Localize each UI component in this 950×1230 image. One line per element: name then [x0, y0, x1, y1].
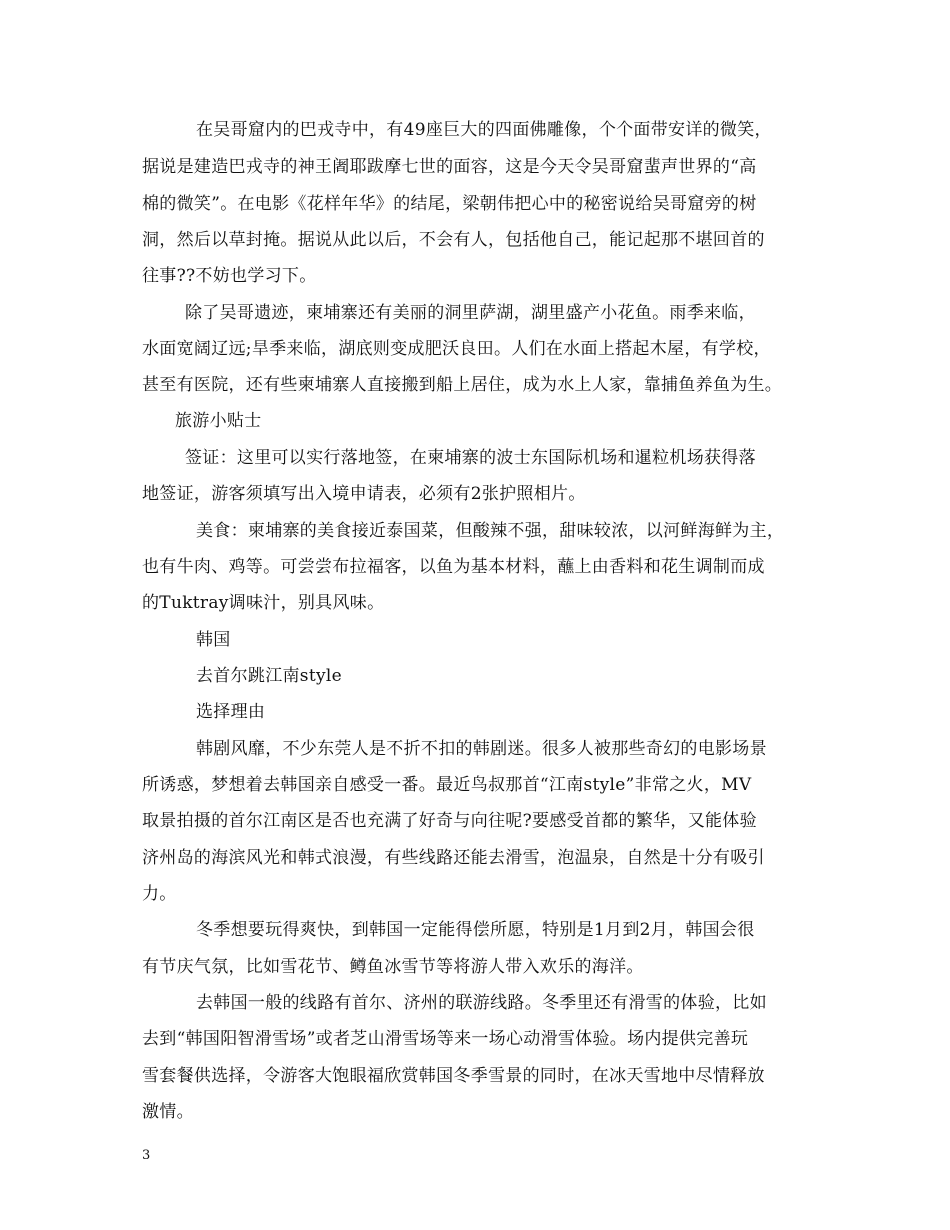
text-line: 所诱惑，梦想着去韩国亲自感受一番。最近鸟叔那首“江南style”非常之火，MV — [142, 775, 752, 795]
text-line: 除了吴哥遗迹，柬埔寨还有美丽的洞里萨湖，湖里盛产小花鱼。雨季来临， — [185, 303, 756, 323]
text-line: 地签证，游客须填写出入境申请表，必须有2张护照相片。 — [142, 484, 586, 504]
text-line: 雪套餐供选择，令游客大饱眼福欣赏韩国冬季雪景的同时，在冰天雪地中尽情释放 — [142, 1066, 765, 1086]
text-line: 有节庆气氛，比如雪花节、鳟鱼冰雪节等将游人带入欢乐的海洋。 — [142, 957, 644, 977]
text-line: 取景拍摄的首尔江南区是否也充满了好奇与向往呢?要感受首都的繁华，又能体验 — [142, 811, 757, 831]
text-line: 去到“韩国阳智滑雪场”或者芝山滑雪场等来一场心动滑雪体验。场内提供完善玩 — [142, 1029, 749, 1049]
text-line: 水面宽阔辽远;旱季来临，湖底则变成肥沃良田。人们在水面上搭起木屋，有学校， — [142, 339, 771, 359]
text-line: 甚至有医院，还有些柬埔寨人直接搬到船上居住，成为水上人家，靠捕鱼养鱼为生。 — [142, 375, 783, 395]
section-heading: 旅游小贴士 — [175, 411, 262, 431]
text-line: 韩剧风靡，不少东莞人是不折不扣的韩剧迷。很多人被那些奇幻的电影场景 — [196, 739, 767, 759]
text-line: 去韩国一般的线路有首尔、济州的联游线路。冬季里还有滑雪的体验，比如 — [196, 993, 767, 1013]
text-line: 也有牛肉、鸡等。可尝尝布拉福客，以鱼为基本材料，蘸上由香料和花生调制而成 — [142, 557, 765, 577]
page-number: 3 — [142, 1148, 151, 1163]
text-line: 激情。 — [142, 1102, 194, 1122]
text-line: 在吴哥窟内的巴戎寺中，有49座巨大的四面佛雕像，个个面带安详的微笑， — [196, 120, 772, 140]
section-heading: 选择理由 — [196, 702, 266, 722]
text-line: 美食：柬埔寨的美食接近泰国菜，但酸辣不强，甜味较浓，以河鲜海鲜为主， — [196, 521, 785, 541]
section-heading: 韩国 — [196, 630, 231, 650]
text-line: 力。 — [142, 884, 177, 904]
text-line: 据说是建造巴戎寺的神王阇耶跋摩七世的面容，这是今天令吴哥窟蜚声世界的“高 — [142, 157, 757, 177]
text-line: 棉的微笑”。在电影《花样年华》的结尾，梁朝伟把心中的秘密说给吴哥窟旁的树 — [142, 194, 757, 214]
text-line: 的Tuktray调味汁，别具风味。 — [142, 593, 385, 613]
text-line: 冬季想要玩得爽快，到韩国一定能得偿所愿，特别是1月到2月，韩国会很 — [196, 920, 755, 940]
text-line: 签证：这里可以实行落地签，在柬埔寨的波士东国际机场和暹粒机场获得落 — [185, 448, 756, 468]
text-line: 济州岛的海滨风光和韩式浪漫，有些线路还能去滑雪，泡温泉，自然是十分有吸引 — [142, 848, 765, 868]
section-heading: 去首尔跳江南style — [196, 666, 342, 686]
text-line: 往事??不妨也学习下。 — [142, 266, 317, 286]
text-line: 洞，然后以草封掩。据说从此以后，不会有人，包括他自己，能记起那不堪回首的 — [142, 230, 765, 250]
